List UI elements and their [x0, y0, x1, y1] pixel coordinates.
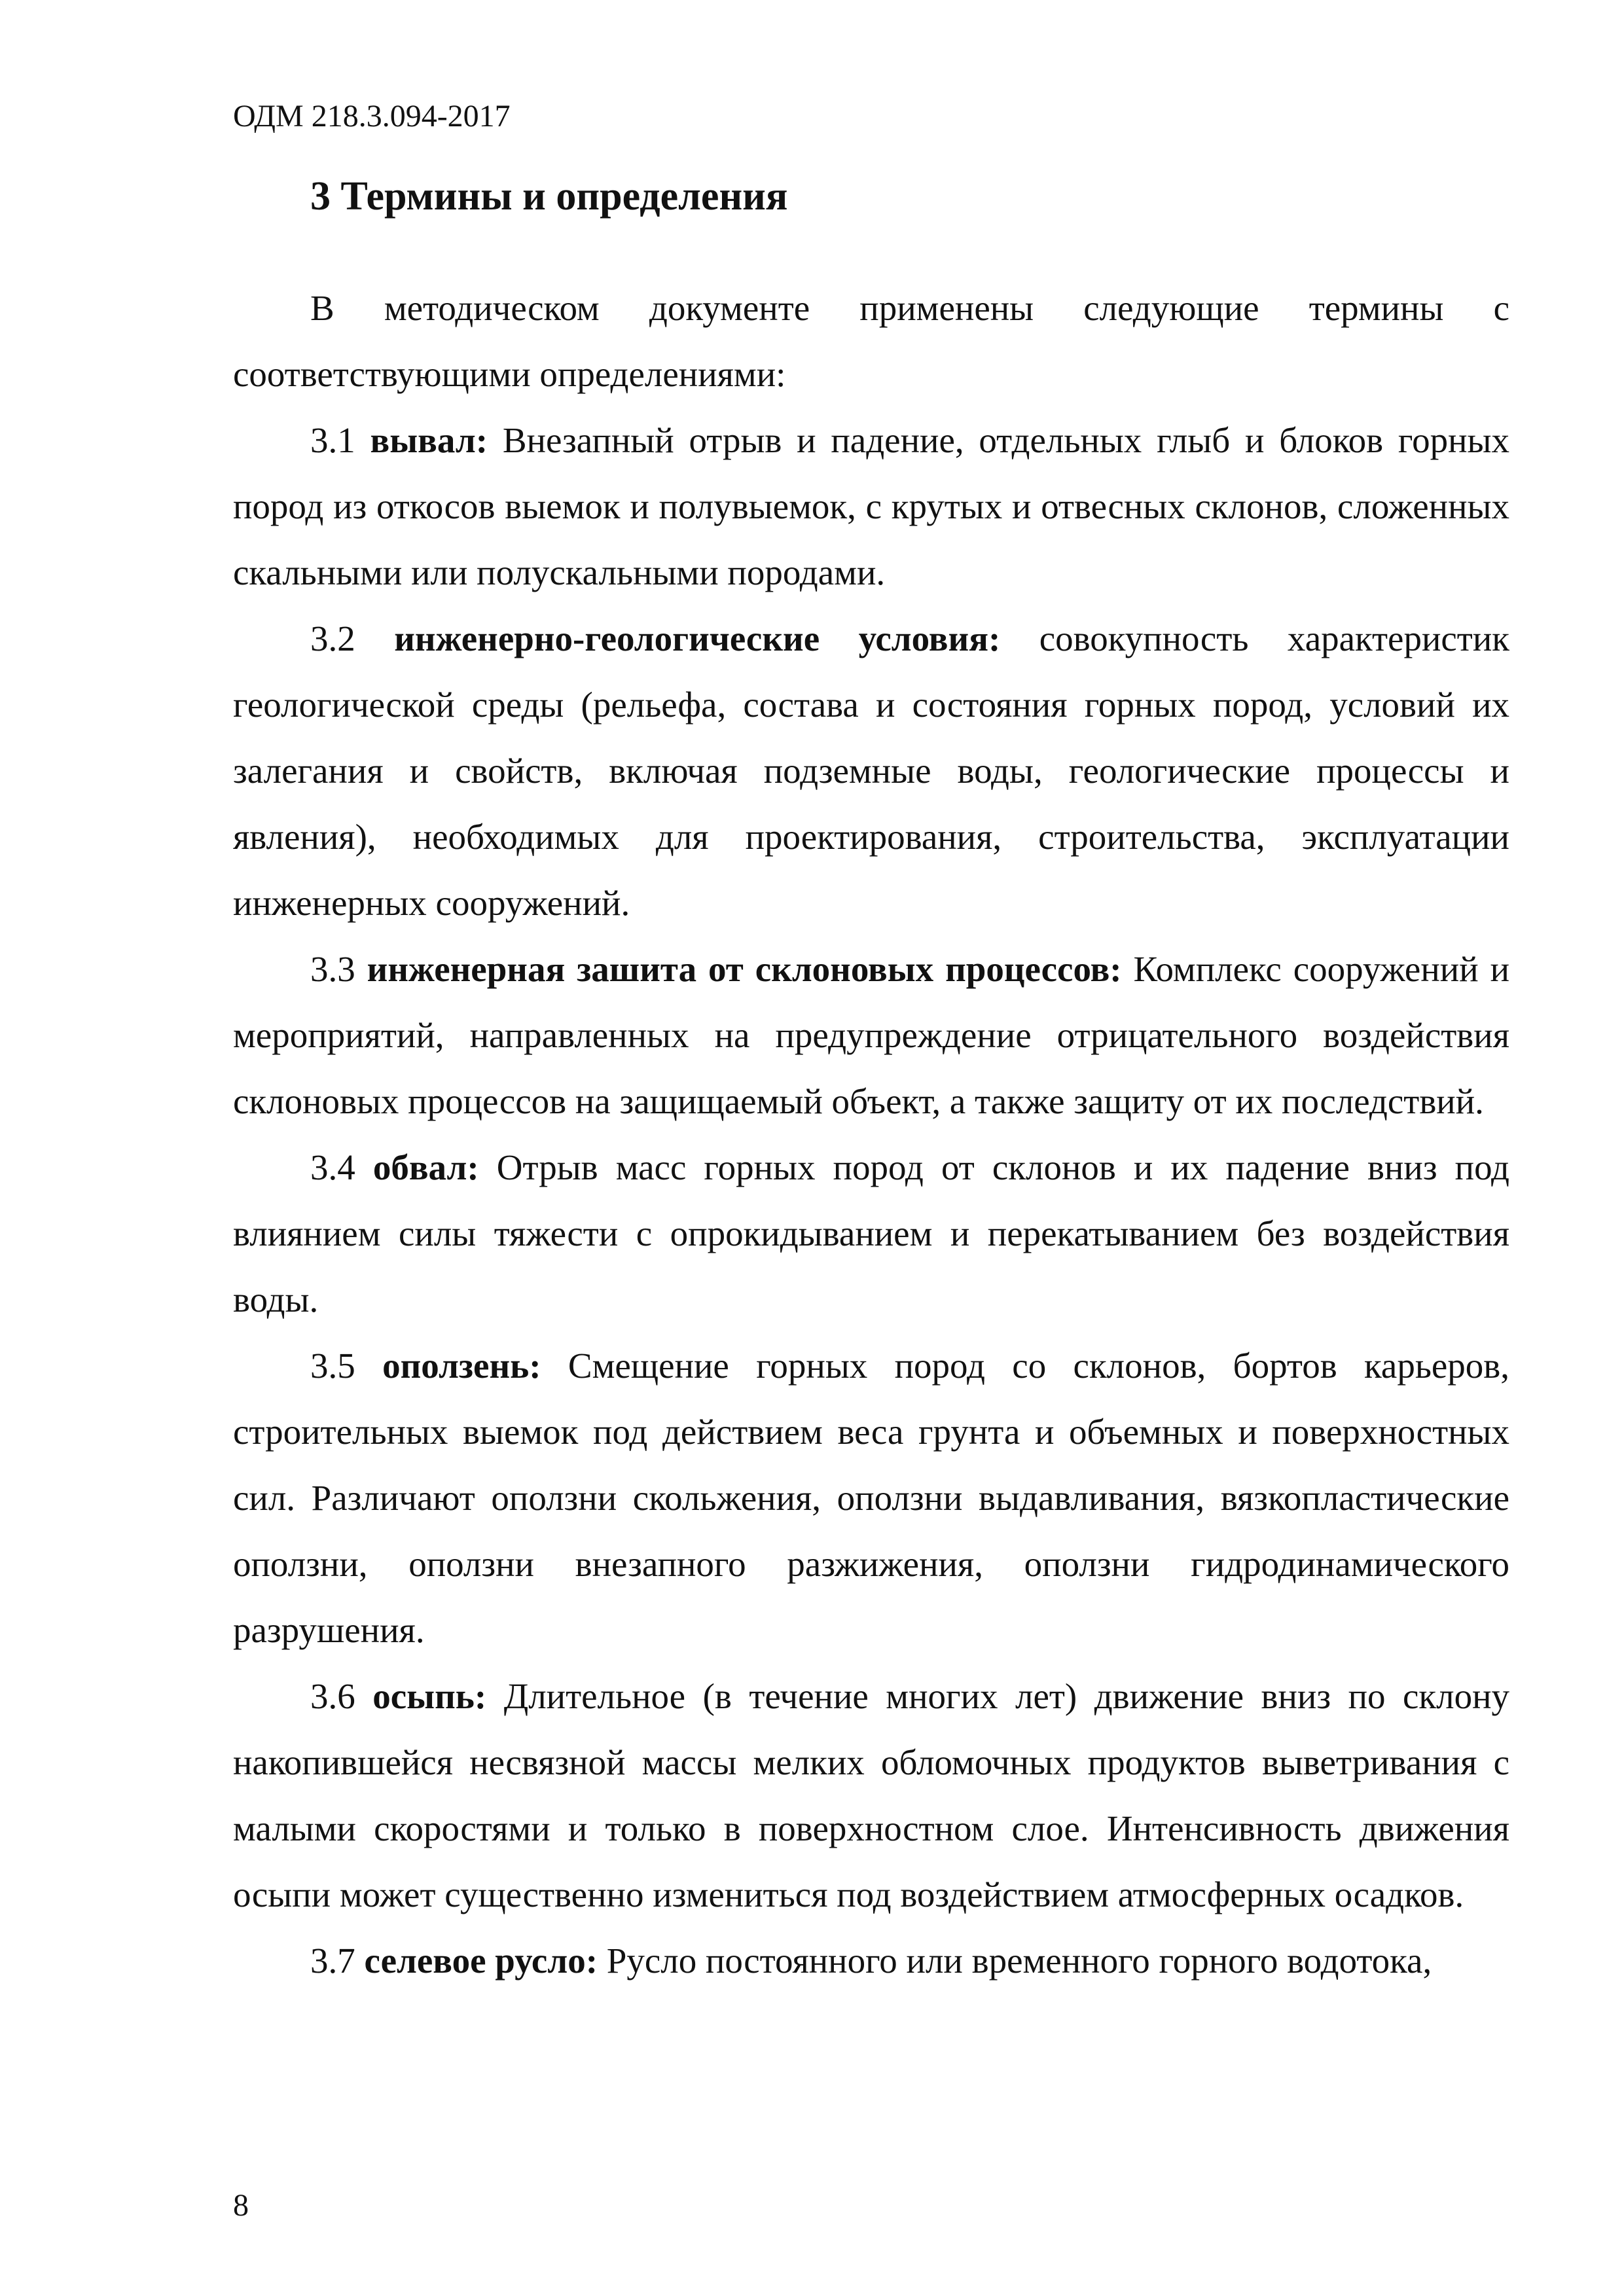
- document-code-header: ОДМ 218.3.094-2017: [233, 99, 511, 134]
- term-entry-3-5: [233, 1333, 1509, 1663]
- term-definition: Комплекс сооружений и мероприятий, направленных на предупреждение отрицательного воздействия склоновых процессов на защищаемый объект, а также защиту от их последствий.: [233, 949, 1509, 1121]
- term-entry-3-4: [233, 1134, 1509, 1333]
- term-definition: Русло постоянного или временного горного водотока,: [606, 1941, 1432, 1981]
- term-number: 3.7: [310, 1941, 355, 1981]
- term-definition: совокупность характеристик геологической среды (рельефа, состава и состояния горных пород, условий их залегания и свойств, включая подземные воды, геологические процессы и явления), необходимых для проектирования, строительства, эксплуатации инженерных сооружений.: [233, 619, 1509, 923]
- term-entry-3-2: [233, 605, 1509, 936]
- term-entry-3-3: [233, 936, 1509, 1134]
- term-number: 3.2: [310, 619, 355, 658]
- term-number: 3.6: [310, 1676, 355, 1716]
- term-name: оползень:: [382, 1346, 541, 1386]
- term-number: 3.3: [310, 949, 355, 989]
- page-number: 8: [233, 2188, 249, 2223]
- term-number: 3.4: [310, 1147, 355, 1187]
- term-entry-3-7: [233, 1928, 1509, 1994]
- term-entry-3-1: [233, 407, 1509, 605]
- term-name: осыпь:: [372, 1676, 487, 1716]
- term-name: селевое русло:: [364, 1941, 598, 1981]
- section-body: [233, 275, 1509, 1994]
- term-number: 3.1: [310, 420, 355, 460]
- term-definition: Отрыв масс горных пород от склонов и их падение вниз под влиянием силы тяжести с опрокидыванием и перекатыванием без воздействия воды.: [233, 1147, 1510, 1319]
- intro-paragraph: В методическом документе применены следующие термины с соответствующими определениями:: [233, 288, 1509, 394]
- term-name: инженерная зашита от склоновых процессов:: [367, 949, 1122, 989]
- term-name: обвал:: [372, 1147, 479, 1187]
- term-name: инженерно-геологические условия:: [394, 619, 1001, 658]
- section-heading: 3 Термины и определения: [310, 174, 788, 219]
- term-entry-3-6: [233, 1663, 1509, 1928]
- term-definition: Длительное (в течение многих лет) движение вниз по склону накопившейся несвязной массы мелких обломочных продуктов выветривания с малыми скоростями и только в поверхностном слое. Интенсивность движения осыпи может существенно измениться под воздействием атмосферных осадков.: [233, 1676, 1510, 1914]
- term-name: вывал:: [370, 420, 488, 460]
- term-definition: Смещение горных пород со склонов, бортов карьеров, строительных выемок под действием веса грунта и объемных и поверхностных сил. Различают оползни скольжения, оползни выдавливания, вязкопластические оползни, оползни внезапного разжижения, оползни гидродинамического разрушения.: [233, 1346, 1510, 1650]
- term-number: 3.5: [310, 1346, 355, 1386]
- term-definition: Внезапный отрыв и падение, отдельных глыб и блоков горных пород из откосов выемок и полувыемок, с крутых и отвесных склонов, сложенных скальными или полускальными породами.: [233, 420, 1510, 592]
